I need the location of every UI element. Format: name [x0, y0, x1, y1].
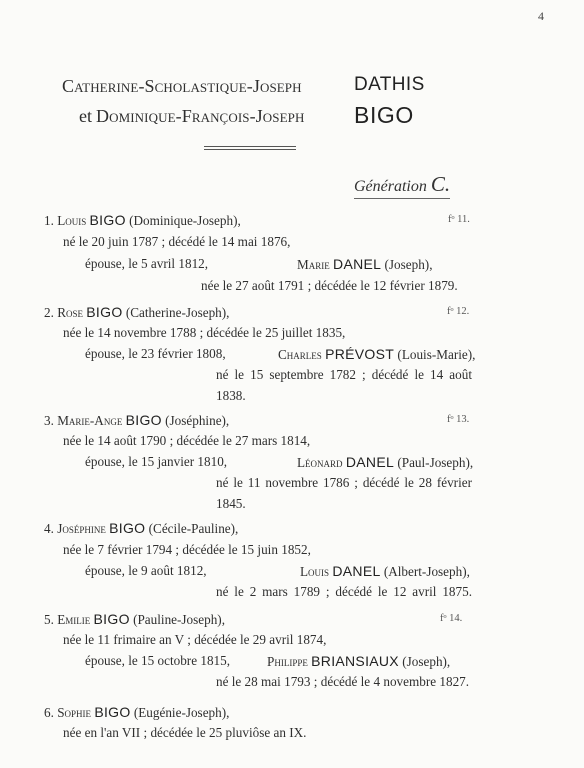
spouse-given-name: Philippe: [267, 654, 308, 669]
entry-parents: (Pauline-Joseph),: [133, 612, 225, 627]
entry-title-line: [44, 304, 229, 321]
spouse-death-year: 1845.: [216, 496, 246, 511]
heading-given-names-2: Dominique-François-Joseph: [96, 106, 305, 126]
entry-number: 5.: [44, 612, 54, 627]
spouse-birth-death: né le 15 septembre 1782 ; décédé le 14 août: [216, 367, 472, 382]
spouse-surname: DANEL: [332, 563, 381, 579]
entry-number: 6.: [44, 705, 54, 720]
entry-title-line: [44, 212, 241, 229]
entry-spouse-name: [297, 256, 433, 273]
entry-given-name: Emilie: [57, 612, 91, 627]
entry-number: 1.: [44, 213, 54, 228]
entry-given-name: Louis: [57, 213, 87, 228]
entry-title-line: [44, 520, 238, 537]
spouse-given-name: Charles: [278, 347, 322, 362]
entry-surname: BIGO: [125, 412, 162, 428]
entry-title-line: [44, 704, 229, 721]
spouse-parents: (Louis-Marie),: [397, 347, 476, 362]
spouse-surname: DANEL: [333, 256, 382, 272]
entry-given-name: Sophie: [57, 705, 92, 720]
spouse-given-name: Léonard: [297, 455, 343, 470]
entry-birth-death: née le 11 frimaire an V ; décédée le 29 avril 1874,: [63, 632, 327, 647]
entry-birth-death: née le 14 novembre 1788 ; décédée le 25 juillet 1835,: [63, 325, 346, 340]
entry-surname: BIGO: [109, 520, 146, 536]
entry-surname: BIGO: [89, 212, 126, 228]
entry-number: 2.: [44, 305, 54, 320]
entry-spouse-name: [297, 454, 473, 471]
entry-birth-death: née en l'an VII ; décédée le 25 pluviôse an IX.: [63, 725, 307, 740]
folio-reference: fᵒ 14.: [440, 613, 463, 624]
heading-surname-1: DATHIS: [354, 74, 425, 95]
entry-parents: (Joséphine),: [165, 413, 230, 428]
spouse-given-name: Louis: [300, 564, 330, 579]
entry-birth-death: née le 14 août 1790 ; décédée le 27 mars 1814,: [63, 433, 311, 448]
entry-given-name: Rose: [57, 305, 83, 320]
entry-spouse-name: [278, 346, 475, 363]
heading-divider: [204, 146, 296, 150]
heading-line-1: [62, 76, 302, 97]
spouse-surname: PRÉVOST: [325, 346, 395, 362]
spouse-birth-death: née le 27 août 1791 ; décédée le 12 février 1879.: [201, 278, 458, 293]
spouse-birth-death: né le 11 novembre 1786 ; décédé le 28 février: [216, 475, 472, 490]
entry-given-name: Marie-Ange: [57, 413, 123, 428]
spouse-parents: (Joseph),: [402, 654, 451, 669]
heading-surname-2: BIGO: [354, 102, 414, 128]
generation-letter: C.: [430, 172, 451, 196]
entry-title-line: [44, 611, 225, 628]
generation-word: Génération: [354, 178, 427, 195]
spouse-parents: (Joseph),: [384, 257, 433, 272]
entry-parents: (Catherine-Joseph),: [125, 305, 230, 320]
entry-parents: (Cécile-Pauline),: [148, 521, 239, 536]
entry-marriage: épouse, le 9 août 1812,: [85, 563, 207, 578]
page-number: 4: [538, 9, 544, 23]
entry-birth-death: née le 7 février 1794 ; décédée le 15 juin 1852,: [63, 542, 311, 557]
entry-birth-death: né le 20 juin 1787 ; décédé le 14 mai 1876,: [63, 234, 291, 249]
spouse-parents: (Paul-Joseph),: [397, 455, 474, 470]
entry-marriage: épouse, le 23 février 1808,: [85, 346, 226, 361]
entry-surname: BIGO: [86, 304, 123, 320]
entry-marriage: épouse, le 15 janvier 1810,: [85, 454, 228, 469]
folio-reference: fᵒ 12.: [447, 306, 470, 317]
generation-label: [354, 172, 450, 199]
entry-spouse-name: [267, 653, 450, 670]
entry-title-line: [44, 412, 229, 429]
entry-surname: BIGO: [93, 611, 130, 627]
folio-reference: fᵒ 11.: [448, 214, 470, 225]
entry-parents: (Dominique-Joseph),: [129, 213, 241, 228]
entry-given-name: Joséphine: [57, 521, 106, 536]
entry-number: 4.: [44, 521, 54, 536]
spouse-birth-death: né le 2 mars 1789 ; décédé le 12 avril 1875.: [216, 584, 472, 599]
entry-surname: BIGO: [94, 704, 131, 720]
spouse-surname: DANEL: [345, 454, 395, 470]
entry-spouse-name: [300, 563, 470, 580]
heading-conjunction: et: [79, 106, 92, 126]
spouse-birth-death: né le 28 mai 1793 ; décédé le 4 novembre 1827.: [216, 674, 470, 689]
heading-line-2: [79, 106, 304, 127]
entry-parents: (Eugénie-Joseph),: [133, 705, 230, 720]
heading-given-names-1: Catherine-Scholastique-Joseph: [62, 76, 302, 96]
spouse-given-name: Marie: [297, 257, 330, 272]
spouse-death-year: 1838.: [216, 388, 246, 403]
entry-number: 3.: [44, 413, 54, 428]
spouse-parents: (Albert-Joseph),: [383, 564, 470, 579]
entry-marriage: épouse, le 15 octobre 1815,: [85, 653, 231, 668]
entry-marriage: épouse, le 5 avril 1812,: [85, 256, 209, 271]
folio-reference: fᵒ 13.: [447, 414, 470, 425]
spouse-surname: BRIANSIAUX: [311, 653, 399, 669]
